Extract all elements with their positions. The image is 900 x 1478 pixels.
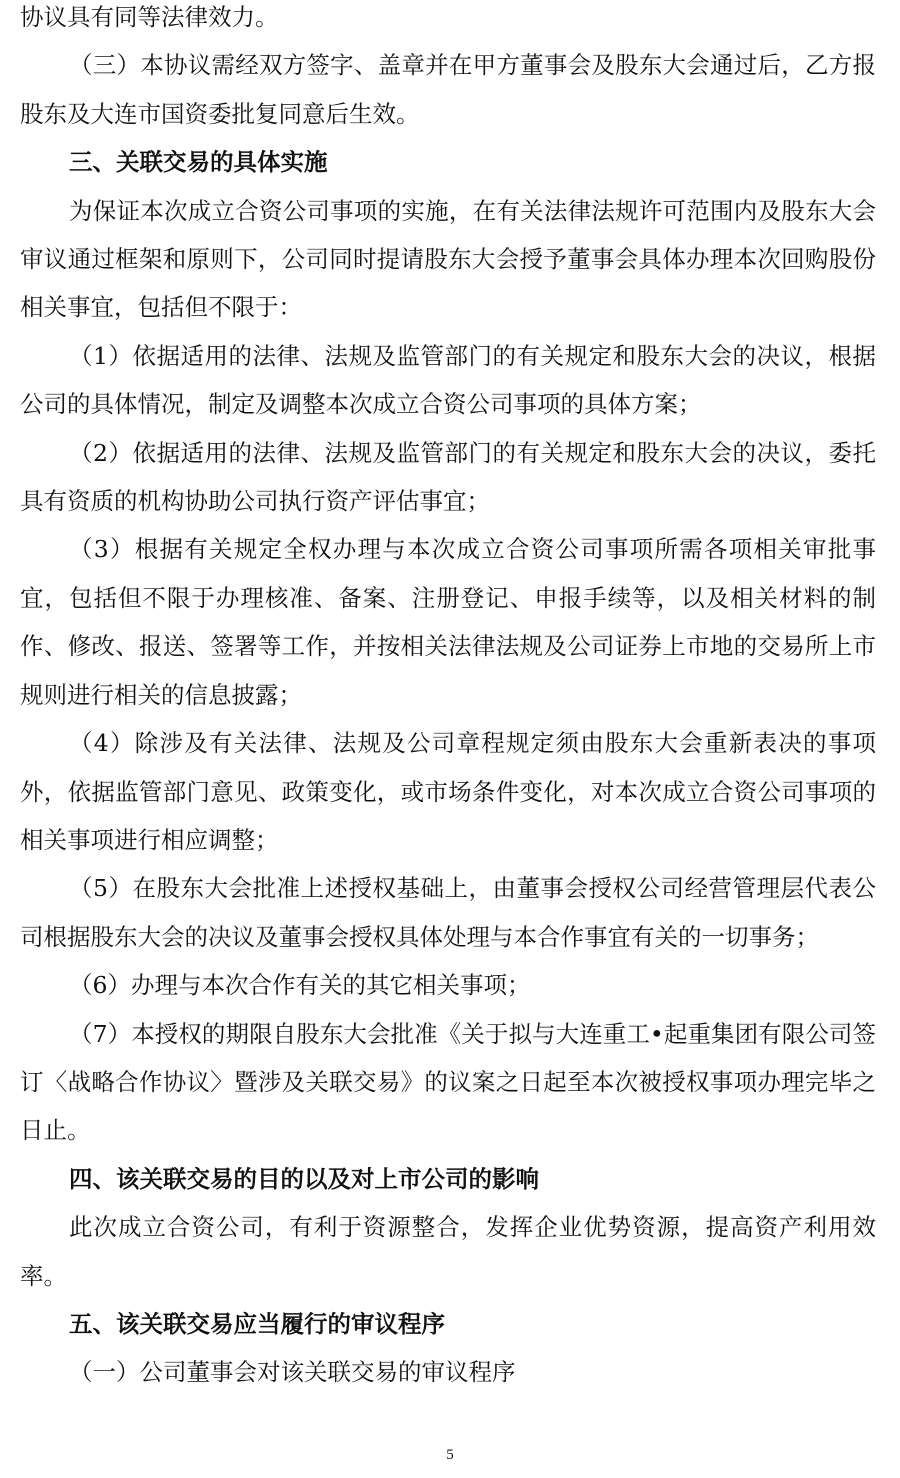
list-item-7: （7）本授权的期限自股东大会批准《关于拟与大连重工•起重集团有限公司签订〈战略合作协议〉暨涉及关联交易》的议案之日起至本次被授权事项办理完毕之日止。 bbox=[20, 1019, 876, 1145]
section-heading-review-procedure: 五、该关联交易应当履行的审议程序 bbox=[69, 1309, 445, 1338]
list-item-4: （4）除涉及有关法律、法规及公司章程规定须由股东大会重新表决的事项外，依据监管部门意见、政策变化，或市场条件变化，对本次成立合资公司事项的相关事项进行相应调整； bbox=[20, 729, 876, 854]
list-item-6: （6）办理与本次合作有关的其它相关事项； bbox=[69, 971, 531, 1000]
list-item-5: （5）在股东大会批准上述授权基础上，由董事会授权公司经营管理层代表公司根据股东大会的决议及董事会授权具体处理与本合作事宜有关的一切事务； bbox=[20, 874, 876, 951]
document-page bbox=[20, 0, 876, 1397]
list-item-2: （2）依据适用的法律、法规及监管部门的有关规定和股东大会的决议，委托具有资质的机构协助公司执行资产评估事宜； bbox=[20, 438, 876, 516]
paragraph-board-review: （一）公司董事会对该关联交易的审议程序 bbox=[69, 1358, 516, 1387]
paragraph-effectiveness-clause: （三）本协议需经双方签字、盖章并在甲方董事会及股东大会通过后，乙方报股东及大连市国资委批复同意后生效。 bbox=[20, 51, 876, 128]
paragraph-purpose: 此次成立合资公司，有利于资源整合，发挥企业优势资源，提高资产利用效率。 bbox=[20, 1213, 876, 1290]
page-number: 5 bbox=[446, 1447, 454, 1463]
list-item-3: （3）根据有关规定全权办理与本次成立合资公司事项所需各项相关审批事宜，包括但不限于办理核准、备案、注册登记、申报手续等，以及相关材料的制作、修改、报送、签署等工作，并按相关法律法规及公司证券上市地的交易所上市规则进行相关的信息披露； bbox=[20, 535, 876, 709]
list-item-1: （1）依据适用的法律、法规及监管部门的有关规定和股东大会的决议，根据公司的具体情况，制定及调整本次成立合资公司事项的具体方案； bbox=[20, 341, 876, 419]
section-heading-implementation: 三、关联交易的具体实施 bbox=[69, 148, 328, 177]
section-heading-purpose: 四、该关联交易的目的以及对上市公司的影响 bbox=[69, 1164, 539, 1193]
paragraph-authorization-intro: 为保证本次成立合资公司事项的实施，在有关法律法规许可范围内及股东大会审议通过框架和原则下，公司同时提请股东大会授予董事会具体办理本次回购股份相关事宜，包括但不限于： bbox=[20, 196, 876, 322]
paragraph-continuation: 协议具有同等法律效力。 bbox=[20, 3, 279, 31]
